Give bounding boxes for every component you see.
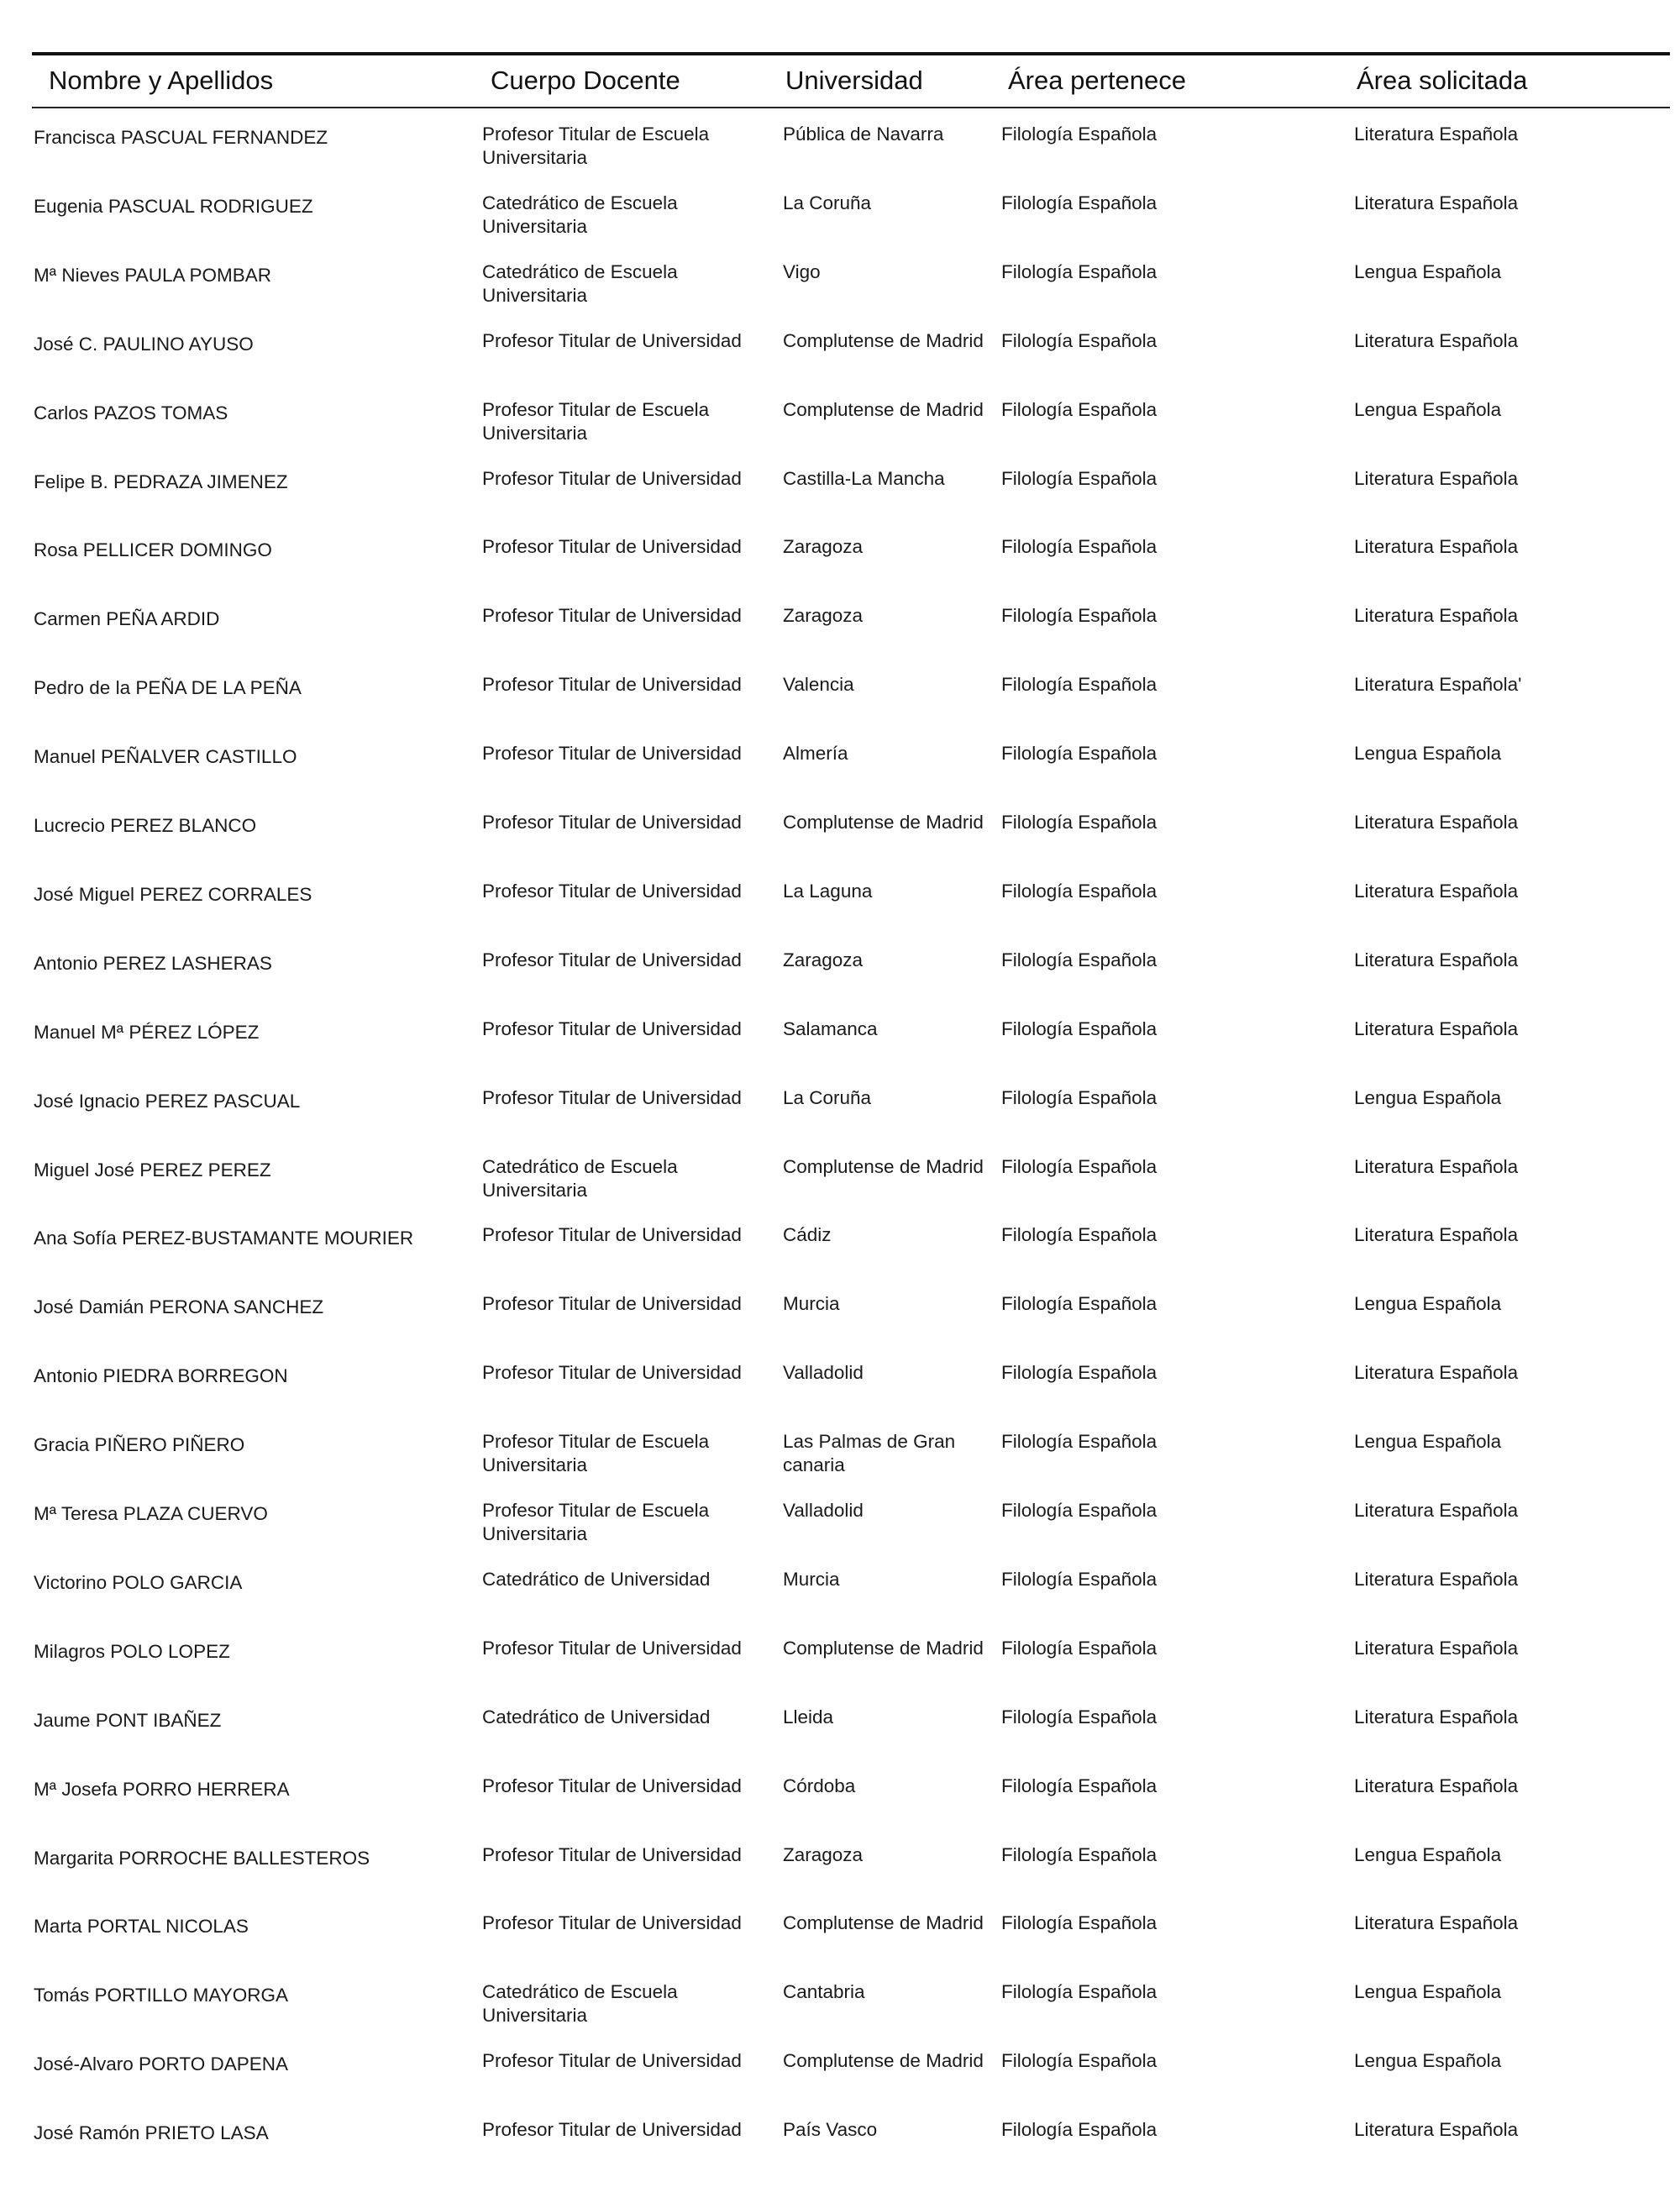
table-row	[0, 1911, 1680, 1980]
cell-universidad: Las Palmas de Gran canaria	[783, 1431, 956, 1476]
cell-nombre: José Miguel PEREZ CORRALES	[34, 883, 312, 905]
cell-cuerpo-docente: Catedrático de Escuela Universitaria	[482, 1155, 678, 1201]
cell-area-solicitada: Lengua Española	[1354, 260, 1502, 282]
cell-area-pertenece: Filología Española	[1001, 260, 1158, 282]
table-row	[0, 1223, 1680, 1292]
cell-area-pertenece: Filología Española	[1001, 2119, 1158, 2141]
cell-universidad: La Coruña	[783, 192, 872, 213]
cell-area-solicitada: Literatura Española	[1354, 1362, 1519, 1384]
table-row	[0, 604, 1680, 673]
cell-nombre: Carlos PAZOS TOMAS	[34, 402, 228, 423]
cell-area-solicitada: Lengua Española	[1354, 1293, 1502, 1315]
cell-universidad: Valladolid	[783, 1500, 864, 1521]
cell-universidad: Complutense de Madrid	[783, 1637, 984, 1659]
cell-universidad: Complutense de Madrid	[783, 812, 984, 833]
cell-universidad: Valladolid	[783, 1362, 864, 1384]
cell-area-pertenece: Filología Española	[1001, 605, 1158, 627]
cell-nombre: Eugenia PASCUAL RODRIGUEZ	[34, 195, 313, 217]
cell-cuerpo-docente: Profesor Titular de Universidad	[482, 467, 742, 489]
cell-universidad: Cantabria	[783, 1981, 865, 2003]
table-row	[0, 1017, 1680, 1086]
cell-area-solicitada: Literatura Española	[1354, 124, 1519, 145]
cell-area-solicitada: Literatura Española	[1354, 2119, 1519, 2141]
header-area-solicitada: Área solicitada	[1357, 66, 1528, 95]
cell-nombre: Felipe B. PEDRAZA JIMENEZ	[34, 471, 288, 492]
cell-area-pertenece: Filología Española	[1001, 1155, 1158, 1177]
table-row	[0, 2118, 1680, 2187]
cell-cuerpo-docente: Profesor Titular de Universidad	[482, 949, 742, 970]
cell-universidad: Murcia	[783, 1293, 840, 1315]
cell-area-pertenece: Filología Española	[1001, 1086, 1158, 1108]
cell-nombre: Ana Sofía PEREZ-BUSTAMANTE MOURIER	[34, 1228, 414, 1249]
cell-universidad: Castilla-La Mancha	[783, 467, 945, 489]
cell-universidad: Lleida	[783, 1706, 834, 1727]
cell-area-solicitada: Literatura Española	[1354, 192, 1519, 213]
header-universidad: Universidad	[785, 66, 923, 95]
cell-nombre: José Ignacio PEREZ PASCUAL	[34, 1090, 301, 1112]
table-row	[0, 1155, 1680, 1224]
cell-area-pertenece: Filología Española	[1001, 124, 1158, 145]
cell-universidad: Zaragoza	[783, 1843, 864, 1865]
cell-cuerpo-docente: Profesor Titular de Escuela Universitaria	[482, 1500, 710, 1544]
cell-area-solicitada: Literatura Española	[1354, 812, 1519, 833]
cell-nombre: Lucrecio PEREZ BLANCO	[34, 815, 257, 836]
cell-area-solicitada: Literatura Española	[1354, 1775, 1519, 1796]
cell-area-pertenece: Filología Española	[1001, 1912, 1158, 1934]
cell-universidad: Complutense de Madrid	[783, 1155, 984, 1177]
cell-nombre: Francisca PASCUAL FERNANDEZ	[34, 127, 328, 148]
header-area-pertenece: Área pertenece	[1008, 66, 1186, 95]
cell-area-solicitada: Literatura Española'	[1354, 674, 1522, 696]
cell-area-solicitada: Literatura Española	[1354, 329, 1519, 351]
cell-area-solicitada: Lengua Española	[1354, 743, 1502, 765]
cell-cuerpo-docente: Profesor Titular de Escuela Universitaria	[482, 398, 710, 444]
table-row	[0, 398, 1680, 467]
cell-area-pertenece: Filología Española	[1001, 1981, 1158, 2003]
table-row	[0, 673, 1680, 742]
cell-nombre: José C. PAULINO AYUSO	[34, 333, 254, 355]
cell-universidad: Salamanca	[783, 1017, 878, 1039]
table-row	[0, 1292, 1680, 1361]
cell-nombre: Margarita PORROCHE BALLESTEROS	[34, 1847, 370, 1869]
cell-area-pertenece: Filología Española	[1001, 1362, 1158, 1384]
cell-nombre: José Damián PERONA SANCHEZ	[34, 1296, 324, 1318]
table-row	[0, 1086, 1680, 1155]
table-row	[0, 535, 1680, 604]
cell-universidad: Murcia	[783, 1568, 840, 1590]
cell-nombre: Marta PORTAL NICOLAS	[34, 1916, 249, 1938]
cell-nombre: José-Alvaro PORTO DAPENA	[34, 2053, 289, 2075]
cell-cuerpo-docente: Profesor Titular de Universidad	[482, 674, 742, 696]
cell-area-solicitada: Lengua Española	[1354, 398, 1502, 420]
table-row	[0, 1775, 1680, 1843]
table-row	[0, 329, 1680, 398]
table-row	[0, 811, 1680, 880]
cell-nombre: Miguel José PEREZ PEREZ	[34, 1159, 271, 1181]
cell-area-pertenece: Filología Española	[1001, 1431, 1158, 1453]
table-row	[0, 1430, 1680, 1499]
cell-area-solicitada: Lengua Española	[1354, 1431, 1502, 1453]
cell-nombre: Manuel Mª PÉREZ LÓPEZ	[34, 1021, 260, 1043]
cell-cuerpo-docente: Profesor Titular de Universidad	[482, 1017, 742, 1039]
cell-area-solicitada: Lengua Española	[1354, 2050, 1502, 2072]
cell-area-solicitada: Literatura Española	[1354, 949, 1519, 970]
cell-cuerpo-docente: Profesor Titular de Universidad	[482, 880, 742, 902]
cell-area-solicitada: Lengua Española	[1354, 1843, 1502, 1865]
cell-nombre: Carmen PEÑA ARDID	[34, 608, 220, 630]
cell-cuerpo-docente: Profesor Titular de Escuela Universitaria	[482, 124, 710, 168]
cell-cuerpo-docente: Profesor Titular de Universidad	[482, 2119, 742, 2141]
cell-nombre: Milagros POLO LOPEZ	[34, 1640, 230, 1662]
cell-cuerpo-docente: Catedrático de Escuela Universitaria	[482, 192, 678, 237]
cell-universidad: Complutense de Madrid	[783, 398, 984, 420]
table-row	[0, 1637, 1680, 1706]
cell-cuerpo-docente: Profesor Titular de Universidad	[482, 743, 742, 765]
cell-nombre: Jaume PONT IBAÑEZ	[34, 1709, 222, 1731]
cell-universidad: Córdoba	[783, 1775, 856, 1796]
table-row	[0, 1499, 1680, 1568]
cell-area-pertenece: Filología Española	[1001, 743, 1158, 765]
cell-cuerpo-docente: Profesor Titular de Universidad	[482, 1775, 742, 1796]
cell-area-solicitada: Literatura Española	[1354, 1017, 1519, 1039]
cell-universidad: Complutense de Madrid	[783, 1912, 984, 1934]
cell-cuerpo-docente: Catedrático de Escuela Universitaria	[482, 260, 678, 306]
cell-universidad: La Laguna	[783, 880, 873, 902]
cell-area-solicitada: Lengua Española	[1354, 1086, 1502, 1108]
cell-cuerpo-docente: Profesor Titular de Universidad	[482, 329, 742, 351]
cell-cuerpo-docente: Profesor Titular de Universidad	[482, 1362, 742, 1384]
cell-area-solicitada: Literatura Española	[1354, 467, 1519, 489]
table-row	[0, 467, 1680, 536]
table-row	[0, 1843, 1680, 1912]
cell-nombre: Victorino POLO GARCIA	[34, 1571, 243, 1593]
cell-nombre: Tomás PORTILLO MAYORGA	[34, 1985, 288, 2006]
header-rule	[32, 107, 1670, 108]
table-row	[0, 260, 1680, 329]
cell-area-solicitada: Literatura Española	[1354, 1568, 1519, 1590]
cell-cuerpo-docente: Profesor Titular de Universidad	[482, 1637, 742, 1659]
table-row	[0, 880, 1680, 949]
cell-universidad: Zaragoza	[783, 605, 864, 627]
cell-cuerpo-docente: Profesor Titular de Universidad	[482, 2050, 742, 2072]
cell-area-solicitada: Lengua Española	[1354, 1981, 1502, 2003]
cell-cuerpo-docente: Profesor Titular de Universidad	[482, 1224, 742, 1246]
cell-area-pertenece: Filología Española	[1001, 1568, 1158, 1590]
cell-nombre: Antonio PIEDRA BORREGON	[34, 1365, 288, 1387]
cell-cuerpo-docente: Profesor Titular de Escuela Universitaria	[482, 1431, 710, 1476]
cell-universidad: La Coruña	[783, 1086, 872, 1108]
cell-area-solicitada: Literatura Española	[1354, 1637, 1519, 1659]
cell-universidad: Almería	[783, 743, 848, 765]
cell-universidad: Valencia	[783, 674, 854, 696]
header-nombre: Nombre y Apellidos	[49, 66, 274, 95]
cell-area-pertenece: Filología Española	[1001, 192, 1158, 213]
cell-nombre: Antonio PEREZ LASHERAS	[34, 952, 272, 974]
cell-cuerpo-docente: Profesor Titular de Universidad	[482, 605, 742, 627]
cell-area-pertenece: Filología Española	[1001, 880, 1158, 902]
cell-universidad: Zaragoza	[783, 536, 864, 558]
cell-nombre: Gracia PIÑERO PIÑERO	[34, 1434, 245, 1456]
cell-nombre: Rosa PELLICER DOMINGO	[34, 539, 272, 561]
cell-area-pertenece: Filología Española	[1001, 674, 1158, 696]
cell-universidad: Complutense de Madrid	[783, 329, 984, 351]
cell-area-pertenece: Filología Española	[1001, 1017, 1158, 1039]
cell-area-pertenece: Filología Española	[1001, 1637, 1158, 1659]
cell-area-solicitada: Literatura Española	[1354, 880, 1519, 902]
table-row	[0, 192, 1680, 260]
cell-area-solicitada: Literatura Española	[1354, 605, 1519, 627]
cell-universidad: Zaragoza	[783, 949, 864, 970]
cell-universidad: Pública de Navarra	[783, 124, 944, 145]
table-row	[0, 949, 1680, 1017]
cell-area-pertenece: Filología Española	[1001, 1500, 1158, 1521]
cell-nombre: Pedro de la PEÑA DE LA PEÑA	[34, 677, 302, 699]
table-row	[0, 2049, 1680, 2118]
cell-area-solicitada: Literatura Española	[1354, 1706, 1519, 1727]
cell-area-pertenece: Filología Española	[1001, 2050, 1158, 2072]
cell-area-solicitada: Literatura Española	[1354, 1500, 1519, 1521]
table-row	[0, 1706, 1680, 1775]
cell-cuerpo-docente: Catedrático de Escuela Universitaria	[482, 1981, 678, 2027]
cell-universidad: País Vasco	[783, 2119, 878, 2141]
cell-area-pertenece: Filología Española	[1001, 536, 1158, 558]
cell-area-pertenece: Filología Española	[1001, 1775, 1158, 1796]
cell-nombre: Manuel PEÑALVER CASTILLO	[34, 746, 297, 768]
top-rule	[32, 52, 1670, 55]
cell-cuerpo-docente: Profesor Titular de Universidad	[482, 1912, 742, 1934]
cell-cuerpo-docente: Profesor Titular de Universidad	[482, 1086, 742, 1108]
cell-nombre: Mª Teresa PLAZA CUERVO	[34, 1503, 268, 1524]
cell-nombre: Mª Nieves PAULA POMBAR	[34, 264, 271, 286]
cell-area-solicitada: Literatura Española	[1354, 1912, 1519, 1934]
cell-area-pertenece: Filología Española	[1001, 949, 1158, 970]
cell-cuerpo-docente: Profesor Titular de Universidad	[482, 536, 742, 558]
cell-cuerpo-docente: Profesor Titular de Universidad	[482, 812, 742, 833]
cell-area-solicitada: Literatura Española	[1354, 1224, 1519, 1246]
cell-universidad: Complutense de Madrid	[783, 2050, 984, 2072]
table-row	[0, 123, 1680, 192]
cell-nombre: Mª Josefa PORRO HERRERA	[34, 1778, 290, 1800]
cell-area-pertenece: Filología Española	[1001, 1224, 1158, 1246]
cell-universidad: Cádiz	[783, 1224, 832, 1246]
cell-area-pertenece: Filología Española	[1001, 812, 1158, 833]
table-row	[0, 1568, 1680, 1637]
table-row	[0, 1980, 1680, 2049]
cell-area-solicitada: Literatura Española	[1354, 536, 1519, 558]
cell-cuerpo-docente: Profesor Titular de Universidad	[482, 1843, 742, 1865]
cell-area-pertenece: Filología Española	[1001, 398, 1158, 420]
header-cuerpo-docente: Cuerpo Docente	[491, 66, 680, 95]
cell-area-pertenece: Filología Española	[1001, 1293, 1158, 1315]
cell-area-pertenece: Filología Española	[1001, 1706, 1158, 1727]
cell-cuerpo-docente: Catedrático de Universidad	[482, 1568, 711, 1590]
cell-area-solicitada: Literatura Española	[1354, 1155, 1519, 1177]
cell-universidad: Vigo	[783, 260, 821, 282]
cell-cuerpo-docente: Catedrático de Universidad	[482, 1706, 711, 1727]
table-row	[0, 1361, 1680, 1430]
table-row	[0, 742, 1680, 811]
cell-area-pertenece: Filología Española	[1001, 1843, 1158, 1865]
cell-area-pertenece: Filología Española	[1001, 467, 1158, 489]
cell-nombre: José Ramón PRIETO LASA	[34, 2122, 269, 2144]
cell-area-pertenece: Filología Española	[1001, 329, 1158, 351]
cell-cuerpo-docente: Profesor Titular de Universidad	[482, 1293, 742, 1315]
